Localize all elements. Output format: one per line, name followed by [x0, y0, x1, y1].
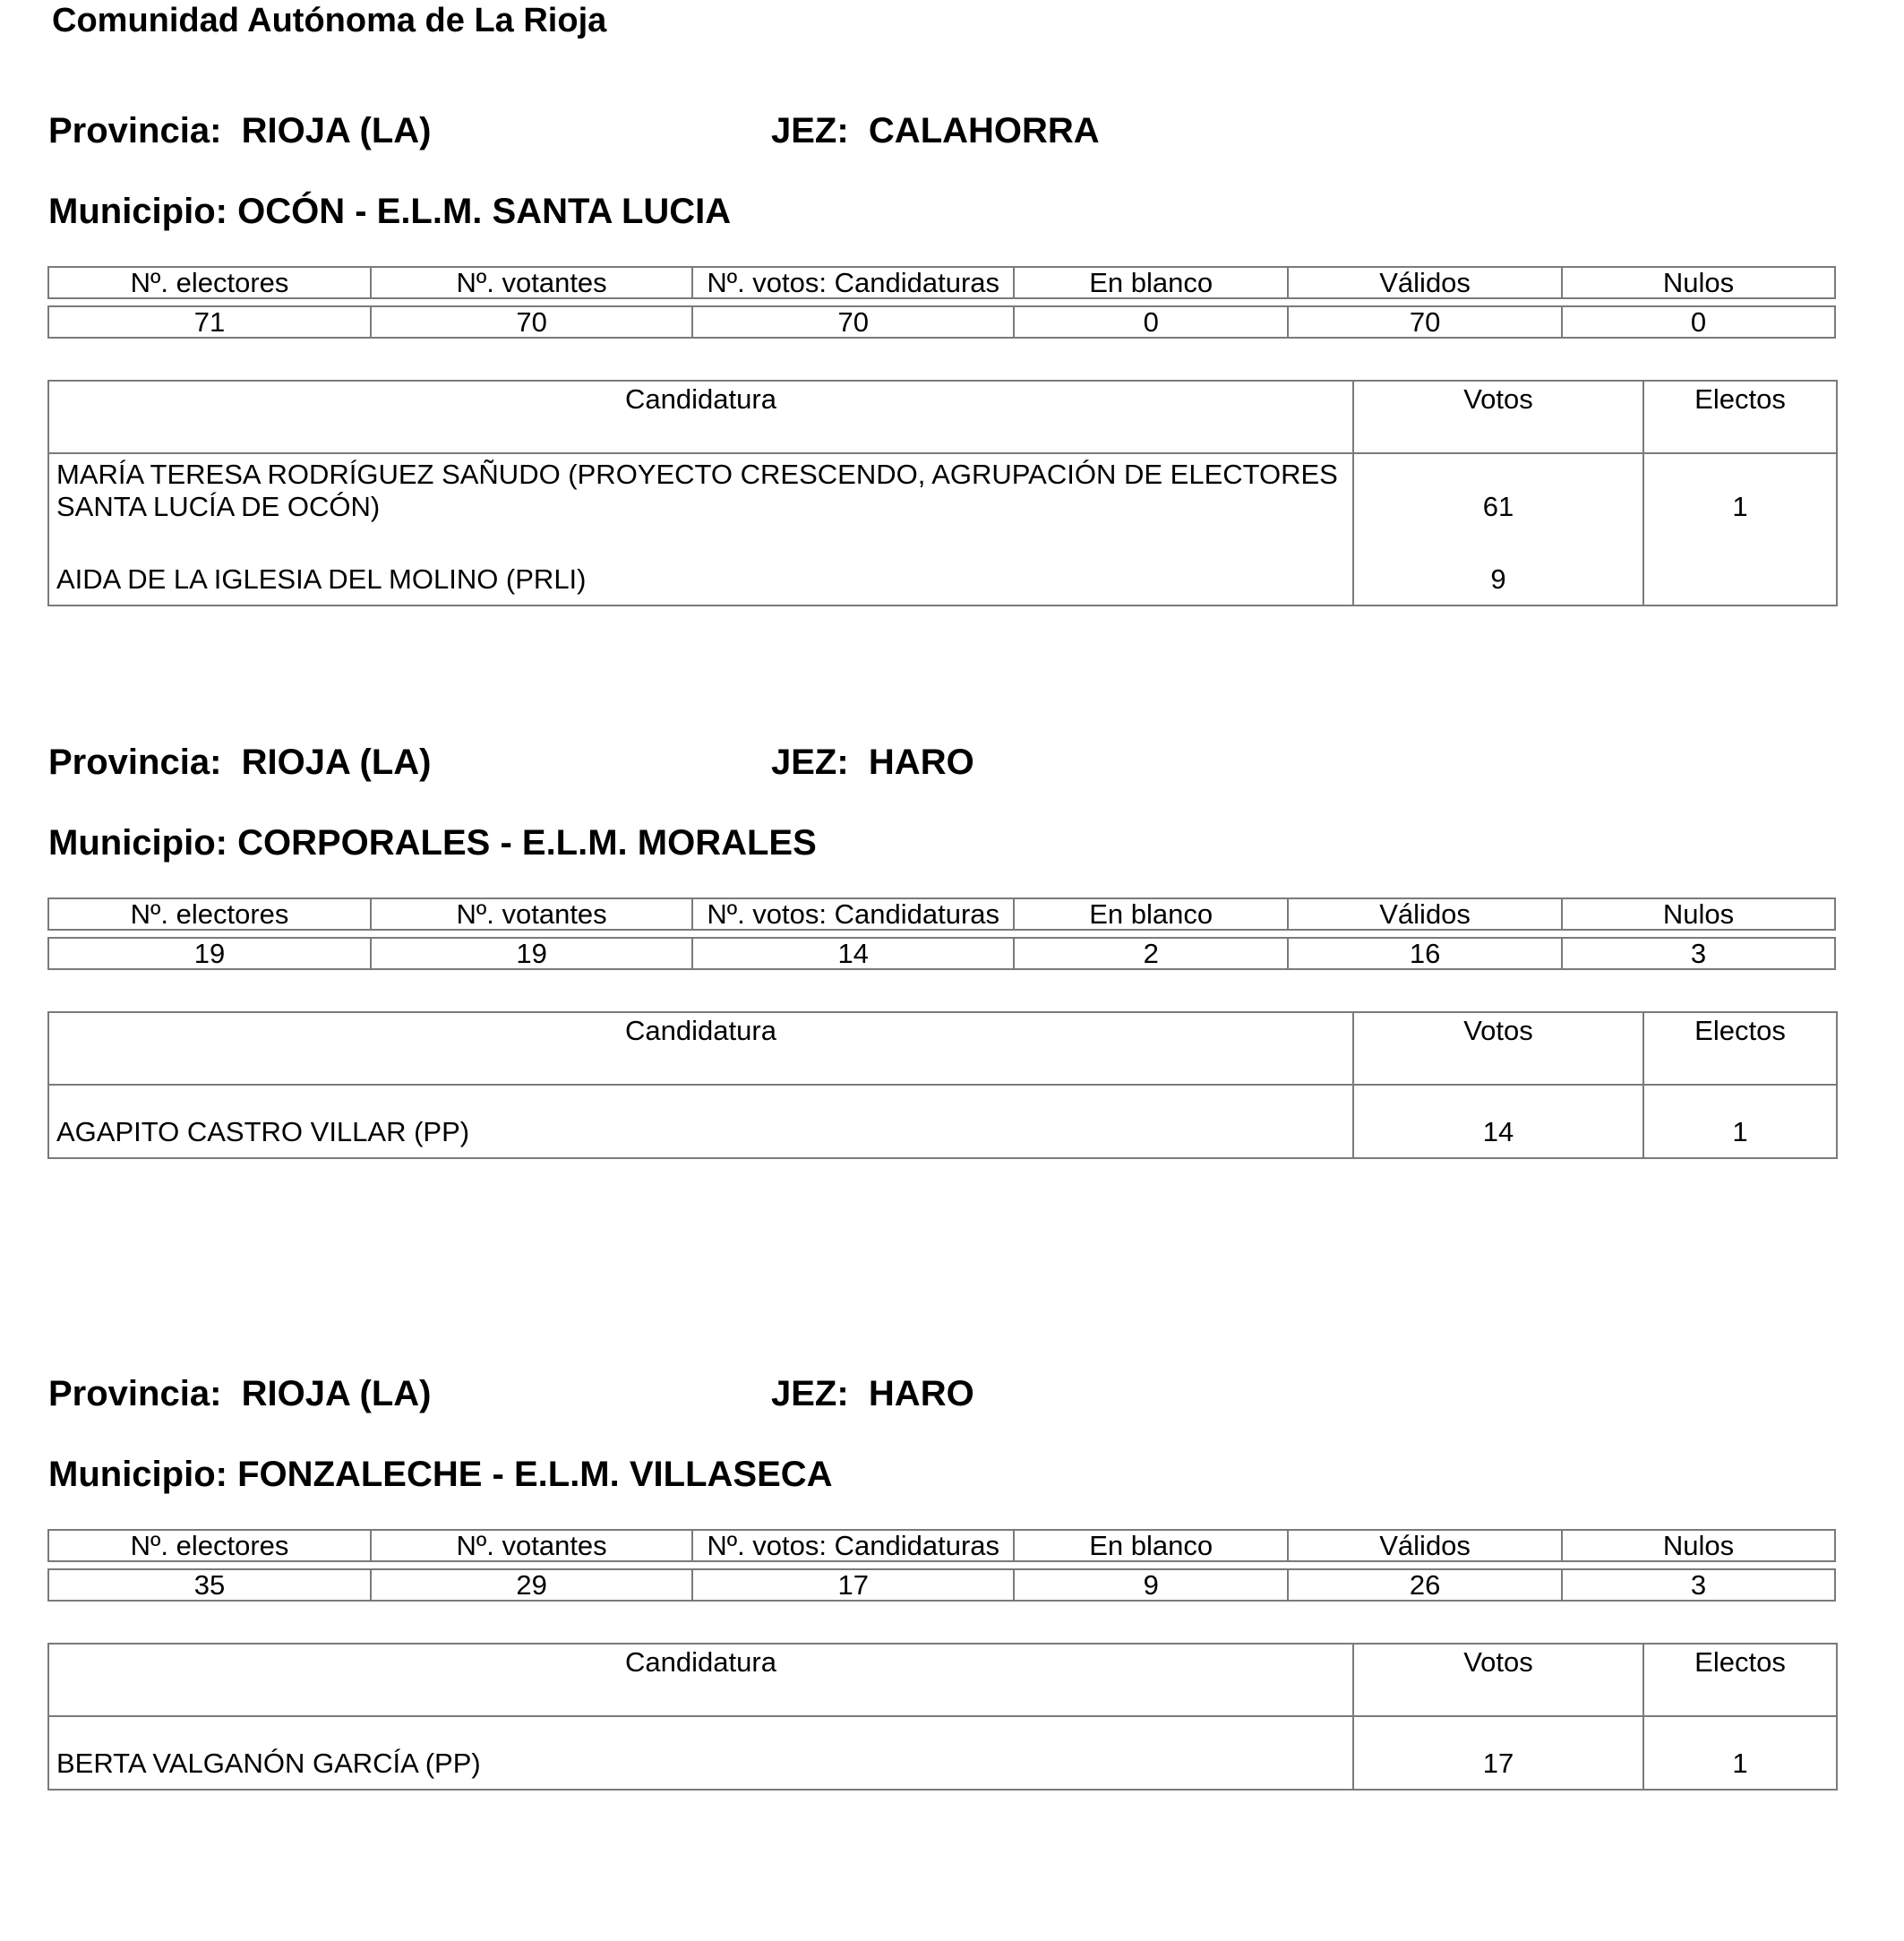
jez-line: [771, 111, 1100, 151]
jez-label: JEZ:: [771, 111, 849, 150]
summary-value-row: [48, 306, 1835, 338]
value-votos-candidaturas: 14: [692, 938, 1014, 969]
header-votos-candidaturas: Nº. votos: Candidaturas: [692, 1530, 1014, 1561]
candidate-name: BERTA VALGANÓN GARCÍA (PP): [48, 1716, 1353, 1790]
header-votantes: Nº. votantes: [371, 267, 692, 298]
header-validos: Válidos: [1288, 1530, 1562, 1561]
candidate-votos: 14: [1353, 1085, 1643, 1158]
summary-table: [47, 266, 1836, 339]
comunidad-title: Comunidad Autónoma de La Rioja: [52, 2, 607, 39]
header-nulos: Nulos: [1562, 267, 1835, 298]
municipio-line: [48, 1455, 833, 1495]
value-electores: 35: [48, 1569, 371, 1601]
value-validos: 26: [1288, 1569, 1562, 1601]
jez-value: CALAHORRA: [868, 111, 1100, 150]
summary-header-row: [48, 898, 1835, 930]
value-votantes: 29: [371, 1569, 692, 1601]
header-electos: Electos: [1643, 1644, 1837, 1716]
value-votos-candidaturas: 70: [692, 306, 1014, 338]
candidate-votos: 17: [1353, 1716, 1643, 1790]
header-en-blanco: En blanco: [1014, 898, 1288, 930]
value-nulos: 0: [1562, 306, 1835, 338]
header-candidatura: Candidatura: [48, 1012, 1353, 1085]
candidate-electos: 1: [1643, 1716, 1837, 1790]
jez-value: HARO: [868, 743, 974, 782]
value-nulos: 3: [1562, 1569, 1835, 1601]
candidates-table: [47, 1643, 1838, 1791]
candidate-row: [48, 453, 1837, 532]
candidate-name: MARÍA TERESA RODRÍGUEZ SAÑUDO (PROYECTO CRESCENDO, AGRUPACIÓN DE ELECTORES SANTA LUCÍA DE OCÓN): [48, 453, 1353, 532]
jez-label: JEZ:: [771, 1374, 849, 1413]
header-votos: Votos: [1353, 1644, 1643, 1716]
header-nulos: Nulos: [1562, 898, 1835, 930]
municipio-line: [48, 192, 731, 232]
summary-value-row: [48, 1569, 1835, 1601]
provincia-label: Provincia:: [48, 111, 222, 150]
candidate-row: [48, 1716, 1837, 1790]
provincia-line: [48, 1374, 431, 1414]
candidate-electos: 1: [1643, 1085, 1837, 1158]
header-votantes: Nº. votantes: [371, 898, 692, 930]
value-votos-candidaturas: 17: [692, 1569, 1014, 1601]
provincia-line: [48, 743, 431, 783]
summary-header-row: [48, 267, 1835, 298]
municipio-label: Municipio:: [48, 1455, 227, 1494]
value-electores: 71: [48, 306, 371, 338]
candidate-name: AGAPITO CASTRO VILLAR (PP): [48, 1085, 1353, 1158]
municipio-value: FONZALECHE - E.L.M. VILLASECA: [237, 1455, 833, 1494]
header-electores: Nº. electores: [48, 898, 371, 930]
summary-header-row: [48, 1530, 1835, 1561]
header-en-blanco: En blanco: [1014, 267, 1288, 298]
candidates-header-row: [48, 1012, 1837, 1085]
jez-label: JEZ:: [771, 743, 849, 782]
value-votantes: 19: [371, 938, 692, 969]
header-candidatura: Candidatura: [48, 381, 1353, 453]
municipio-label: Municipio:: [48, 823, 227, 863]
candidate-name: AIDA DE LA IGLESIA DEL MOLINO (PRLI): [48, 532, 1353, 605]
header-candidatura: Candidatura: [48, 1644, 1353, 1716]
value-validos: 16: [1288, 938, 1562, 969]
header-votos: Votos: [1353, 1012, 1643, 1085]
provincia-label: Provincia:: [48, 1374, 222, 1413]
municipio-line: [48, 823, 817, 863]
candidates-header-row: [48, 1644, 1837, 1716]
summary-value-row: [48, 938, 1835, 969]
candidate-votos: 61: [1353, 453, 1643, 532]
candidates-header-row: [48, 381, 1837, 453]
value-en-blanco: 9: [1014, 1569, 1288, 1601]
header-votos-candidaturas: Nº. votos: Candidaturas: [692, 898, 1014, 930]
municipio-label: Municipio:: [48, 192, 227, 231]
provincia-value: RIOJA (LA): [241, 743, 432, 782]
header-votos-candidaturas: Nº. votos: Candidaturas: [692, 267, 1014, 298]
candidate-votos: 9: [1353, 532, 1643, 605]
candidate-row: [48, 1085, 1837, 1158]
municipio-value: OCÓN - E.L.M. SANTA LUCIA: [237, 192, 732, 231]
candidate-electos: 1: [1643, 453, 1837, 532]
header-electores: Nº. electores: [48, 1530, 371, 1561]
value-electores: 19: [48, 938, 371, 969]
header-validos: Válidos: [1288, 267, 1562, 298]
value-nulos: 3: [1562, 938, 1835, 969]
header-en-blanco: En blanco: [1014, 1530, 1288, 1561]
value-validos: 70: [1288, 306, 1562, 338]
provincia-line: [48, 111, 431, 151]
candidate-row: [48, 532, 1837, 605]
candidate-electos: [1643, 532, 1837, 605]
header-nulos: Nulos: [1562, 1530, 1835, 1561]
summary-table: [47, 897, 1836, 970]
header-electos: Electos: [1643, 1012, 1837, 1085]
value-votantes: 70: [371, 306, 692, 338]
header-votantes: Nº. votantes: [371, 1530, 692, 1561]
jez-line: [771, 743, 974, 783]
municipio-value: CORPORALES - E.L.M. MORALES: [237, 823, 817, 863]
provincia-value: RIOJA (LA): [241, 1374, 432, 1413]
header-votos: Votos: [1353, 381, 1643, 453]
header-electores: Nº. electores: [48, 267, 371, 298]
candidates-table: [47, 380, 1838, 606]
value-en-blanco: 2: [1014, 938, 1288, 969]
header-electos: Electos: [1643, 381, 1837, 453]
value-en-blanco: 0: [1014, 306, 1288, 338]
provincia-value: RIOJA (LA): [241, 111, 432, 150]
summary-table: [47, 1529, 1836, 1602]
jez-value: HARO: [868, 1374, 974, 1413]
candidates-table: [47, 1011, 1838, 1159]
header-validos: Válidos: [1288, 898, 1562, 930]
jez-line: [771, 1374, 974, 1414]
provincia-label: Provincia:: [48, 743, 222, 782]
